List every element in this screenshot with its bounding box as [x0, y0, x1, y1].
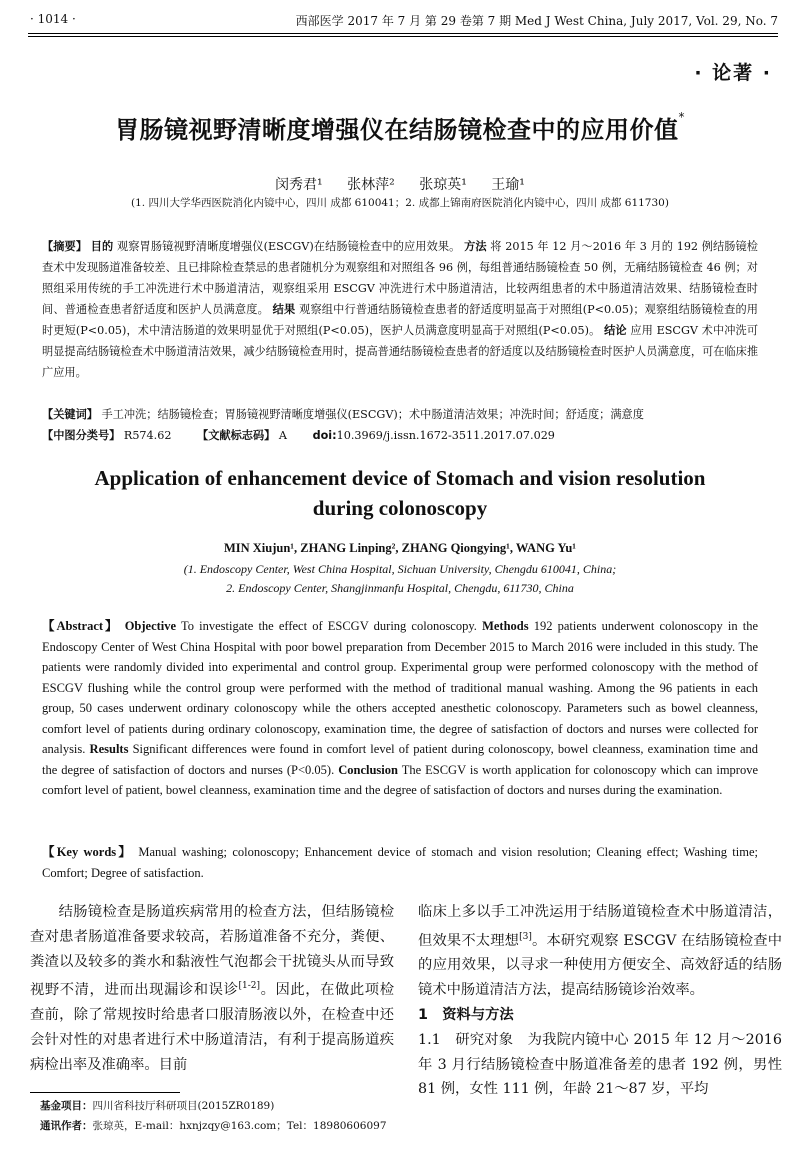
keywords-label: 【关键词】: [42, 408, 98, 421]
doc-code-label: 【文献标志码】: [197, 429, 276, 442]
author-2: 张林萍²: [347, 177, 395, 193]
author-3: 张琼英¹: [419, 177, 467, 193]
footnote-corresponding-author: [40, 1118, 387, 1133]
citation-ref-1-2: [1-2]: [238, 981, 260, 992]
en-methods-label: Methods: [482, 619, 529, 633]
subsection-paragraph: [418, 1028, 782, 1102]
body-paragraph-2-cont: 。本研究观察 ESCGV 在结肠镜检查中的应用效果，以寻求一种使用方便安全、高效舒适的结肠镜术中肠道清洁方法，提高结肠镜诊治效率。: [418, 932, 783, 999]
fund-text: 四川省科技厅科研项目(2015ZR0189): [92, 1100, 275, 1112]
en-results-label: Results: [89, 742, 129, 756]
chinese-affiliation: (1. 四川大学华西医院消化内镜中心，四川 成都 610041；2. 成都上锦南府医院消化内镜中心，四川 成都 611730): [131, 197, 669, 209]
doi-label: doi:: [312, 429, 337, 442]
en-abstract-label: 【Abstract】: [42, 619, 120, 633]
footnote-fund: [40, 1098, 274, 1113]
body-paragraph-2: [418, 900, 782, 1003]
author-1: 闵秀君¹: [275, 177, 323, 193]
en-conclusion-text: The ESCGV is worth application for colonoscopy which can improve comfort level of patient, bowel cleanness, examination time and the degree of satisfaction of doctors and nurses during the examination.: [42, 762, 758, 797]
body-paragraph-1: [30, 900, 394, 1077]
corresponding-author-text: 张琼英，E-mail：hxnjzqy@163.com；Tel：18980606097: [92, 1120, 387, 1132]
results-text: 观察组中行普通结肠镜检查患者的舒适度明显高于对照组(P<0.05)；观察组结肠镜检查的用时更短(P<0.05)，术中清洁肠道的效果明显优于对照组(P<0.05)，医护人员满意度明显高于对照组(P<0.05)。: [42, 303, 758, 337]
journal-citation: 西部医学 2017 年 7 月 第 29 卷第 7 期 Med J West China, July 2017, Vol. 29, No. 7: [295, 14, 778, 28]
en-keywords-label: 【Key words】: [42, 845, 134, 859]
en-methods-text: 192 patients underwent colonoscopy in the Endoscopy Center of West China Hospital with poor bowel preparation from December 2015 to March 2016 were included in this study. The patients were randomly divided into experimental and control group. Experimental group were performed colonoscopy with the method of ESCGV flushing while the control group were performed with the method of traditional manual washing. Among the 96 patients in each group, 50 cases underwent ordinary colonoscopy while the others accepted anesthetic colonoscopy. Parameters such as bowel cleanness, comfort level of patients during ordinary colonoscopy, examination time, the degree of satisfaction of doctors and nurses were collected for analysis.: [42, 619, 758, 756]
english-affiliation-1: [0, 562, 800, 577]
footnote-rule: [30, 1092, 180, 1093]
title-footnote-mark: *: [678, 110, 685, 124]
en-objective-text: To investigate the effect of ESCGV during colonoscopy.: [181, 619, 477, 633]
results-label: 结果: [272, 303, 296, 316]
chinese-title: [20, 110, 780, 145]
author-4: 王瑜¹: [491, 177, 525, 193]
english-title-line-1: Application of enhancement device of Stomach and vision resolution: [94, 466, 706, 490]
methods-text: 将 2015 年 12 月～2016 年 3 月的 192 例结肠镜检查术中发现肠道准备较差、且已排除检查禁忌的患者随机分为观察组和对照组各 96 例，每组普通结肠镜检查 50 例，无痛结肠镜检查 46 例；对照组采用传统的手工冲洗进行术中肠道清洁，观察组采用 ESCGV 冲洗进行术中肠道清洁，比较两组患者的术中肠道清洁效果、结肠镜检查时间、普通检查患者舒适度和医护人员满意度。: [42, 240, 758, 316]
en-results-text: Significant differences were found in comfort level of patient during colonoscopy, bowel cleanness, examination time and the degree of satisfaction of doctors and nurses (P<0.05).: [42, 742, 759, 777]
en-conclusion-label: Conclusion: [338, 762, 398, 777]
doc-code: A: [278, 429, 288, 442]
clc-label: 【中图分类号】: [42, 429, 121, 442]
fund-label: 基金项目：: [40, 1100, 93, 1112]
conclusion-label: 结论: [604, 324, 627, 337]
abstract-label: 【摘要】: [42, 240, 88, 253]
citation-ref-3: [3]: [519, 931, 532, 942]
chinese-abstract: [42, 236, 758, 383]
english-abstract: [42, 616, 758, 801]
body-column-right: [418, 900, 782, 1102]
english-keywords: [42, 842, 758, 883]
english-affiliation-2-text: 2. Endoscopy Center, Shangjinmanfu Hospital, Chengdu, 611730, China: [226, 581, 574, 595]
subsection-text: 为我院内镜中心 2015 年 12 月～2016 年 3 月行结肠镜检查中肠道准备差的患者 192 例，男性 81 例，女性 111 例，年龄 21～87 岁，平均: [418, 1031, 783, 1098]
body-paragraph-1-cont: 。因此，在做此项检查前，除了常规按时给患者口服清肠液以外，在检查中还会针对性的对患者进行术中肠道清洁，有利于提高肠道疾病检出率及准确率。目前: [30, 982, 394, 1073]
header-rule-top: [28, 33, 778, 34]
body-paragraph-2-text: 临床上多以手工冲洗运用于结肠道镜检查术中肠道清洁，但效果不太理想: [418, 904, 782, 949]
en-keywords-text: Manual washing; colonoscopy; Enhancement device of stomach and vision resolution; Cleaning effect; Washing time; Comfort; Degree of satisfaction.: [42, 845, 758, 880]
en-objective-label: Objective: [124, 619, 177, 633]
conclusion-text: 应用 ESCGV 术中冲洗可明显提高结肠镜检查术中肠道清洁效果，减少结肠镜检查用时，提高普通结肠镜检查患者的舒适度以及结肠镜检查时医护人员满意度，可在临床推广应用。: [42, 324, 759, 379]
corresponding-author-label: 通讯作者：: [40, 1120, 93, 1132]
body-paragraph-1-text: 结肠镜检查是肠道疾病常用的检查方法，但结肠镜检查对患者肠道准备要求较高，若肠道准备不充分，粪便、粪渣以及较多的粪水和黏液性气泡都会干扰镜头从而导致视野不清，进而出现漏诊和误诊: [30, 904, 394, 999]
page-number: · 1014 ·: [30, 12, 76, 26]
chinese-authors: [0, 174, 800, 194]
english-authors: MIN Xiujun¹, ZHANG Linping², ZHANG Qiongying¹, WANG Yu¹: [223, 541, 577, 555]
running-header: [30, 10, 778, 34]
objective-text: 观察胃肠镜视野清晰度增强仪(ESCGV)在结肠镜检查中的应用效果。: [116, 240, 461, 253]
subsection-label: 1.1 研究对象: [418, 1031, 514, 1048]
doi: 10.3969/j.issn.1672-3511.2017.07.029: [336, 429, 555, 442]
keywords-text: 手工冲洗；结肠镜检查；胃肠镜视野清晰度增强仪(ESCGV)；术中肠道清洁效果；冲洗时间；舒适度；满意度: [101, 408, 644, 421]
english-affiliation-1-text: (1. Endoscopy Center, West China Hospital, Sichuan University, Chengdu 610041, China;: [183, 562, 617, 576]
objective-label: 目的: [90, 240, 114, 253]
classification-line: [42, 425, 758, 446]
chinese-title-text: 胃肠镜视野清晰度增强仪在结肠镜检查中的应用价值: [115, 116, 679, 144]
section-heading: 1 资料与方法: [418, 1006, 514, 1023]
english-title: [40, 463, 760, 523]
methods-label: 方法: [464, 240, 487, 253]
english-title-line-2: during colonoscopy: [312, 496, 488, 520]
section-tag: · 论著 ·: [694, 62, 772, 84]
body-column-left: [30, 900, 394, 1077]
english-affiliation-2: [0, 581, 800, 596]
chinese-keywords: [42, 404, 758, 425]
clc-code: R574.62: [123, 429, 172, 442]
header-rule-bottom: [28, 36, 778, 37]
